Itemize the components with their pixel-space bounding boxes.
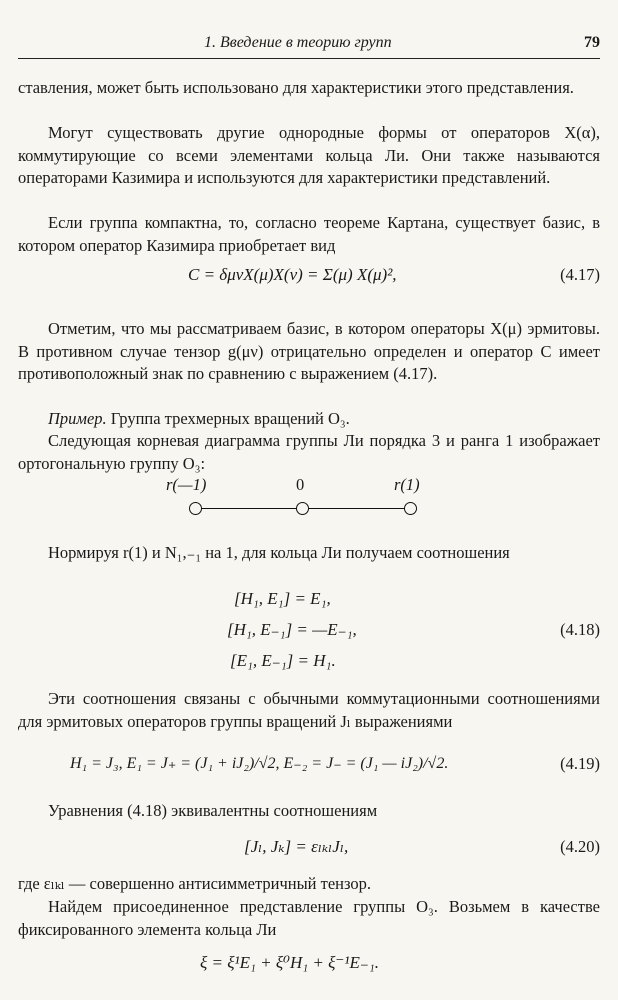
equation-4-19 <box>18 753 600 781</box>
equation-4-20 <box>18 836 600 864</box>
equation-formula: [Jₗ, Jₖ] = εₗₖₗJₗ, <box>244 837 349 856</box>
equation-number: (4.20) <box>560 837 600 856</box>
paragraph-10: Найдем присоединенное представление группы O₃. Возьмем в качестве фиксированного элемента кольца Ли <box>18 897 600 939</box>
page-header <box>18 30 600 59</box>
diagram-edge-right <box>308 508 414 509</box>
diagram-node-right <box>404 502 417 515</box>
diagram-edge-left <box>199 508 307 509</box>
example-label: Пример. <box>48 409 107 428</box>
book-page <box>18 0 600 1000</box>
page-number: 79 <box>584 34 600 51</box>
equation-adjoint-element <box>18 952 600 980</box>
root-diagram <box>18 474 600 526</box>
paragraph-2: Могут существовать другие однородные формы от операторов X(α), коммутирующие со всеми элементами кольца Ли. Они также называются операторами Казимира и используются для характеристики представлений. <box>18 123 600 187</box>
root-label-zero: 0 <box>296 475 305 494</box>
running-title: 1. Введение в теорию групп <box>204 34 392 51</box>
paragraph-3: Если группа компактна, то, согласно теореме Картана, существует базис, в котором оператор Казимира приобретает вид <box>18 213 600 255</box>
equation-4-17 <box>18 264 600 292</box>
equation-4-18-line-1: [H₁, E₁] = E₁, <box>234 589 331 608</box>
root-label-positive: r(1) <box>394 475 420 494</box>
equation-4-18-line-3: [E₁, E₋₁] = H₁. <box>230 651 336 670</box>
example-heading <box>18 408 600 431</box>
diagram-node-left <box>189 502 202 515</box>
root-label-negative: r(—1) <box>166 475 207 494</box>
equation-number: (4.18) <box>560 620 600 639</box>
paragraph-7: Эти соотношения связаны с обычными коммутационными соотношениями для эрмитовых операторов группы вращений Jₗ выражениями <box>18 689 600 731</box>
paragraph-8: Уравнения (4.18) эквивалентны соотношениям <box>48 801 378 820</box>
paragraph-5: Следующая корневая диаграмма группы Ли порядка 3 и ранга 1 изображает ортогональную группу O₃: <box>18 431 600 473</box>
diagram-node-middle <box>296 502 309 515</box>
equation-4-18-line-2: [H₁, E₋₁] = —E₋₁, (4.18) <box>18 619 600 647</box>
equation-formula: ξ = ξ¹E₁ + ξ⁰H₁ + ξ⁻¹E₋₁. <box>200 953 380 972</box>
equation-formula: H₁ = J₃, E₁ = J₊ = (J₁ + iJ₂)/√2, E₋₂ = J₋ = (J₁ — iJ₂)/√2. <box>70 755 449 772</box>
equation-number: (4.19) <box>560 754 600 773</box>
paragraph-4: Отметим, что мы рассматриваем базис, в котором операторы X(μ) эрмитовы. В противном случае тензор g(μν) отрицательно определен и оператор C имеет противоположный знак по сравнению с выражением (4.17). <box>18 319 600 383</box>
paragraph-9: где εₗₖₗ — совершенно антисимметричный тензор. <box>18 874 372 893</box>
equation-formula: C = δμνX(μ)X(ν) = Σ(μ) X(μ)², <box>188 265 397 284</box>
equation-number: (4.17) <box>560 265 600 284</box>
paragraph-6: Нормируя r(1) и N₁,₋₁ на 1, для кольца Ли получаем соотношения <box>48 543 510 562</box>
paragraph-1: ставления, может быть использовано для характеристики этого представления. <box>18 78 574 97</box>
example-text: Группа трехмерных вращений O₃. <box>106 409 350 428</box>
